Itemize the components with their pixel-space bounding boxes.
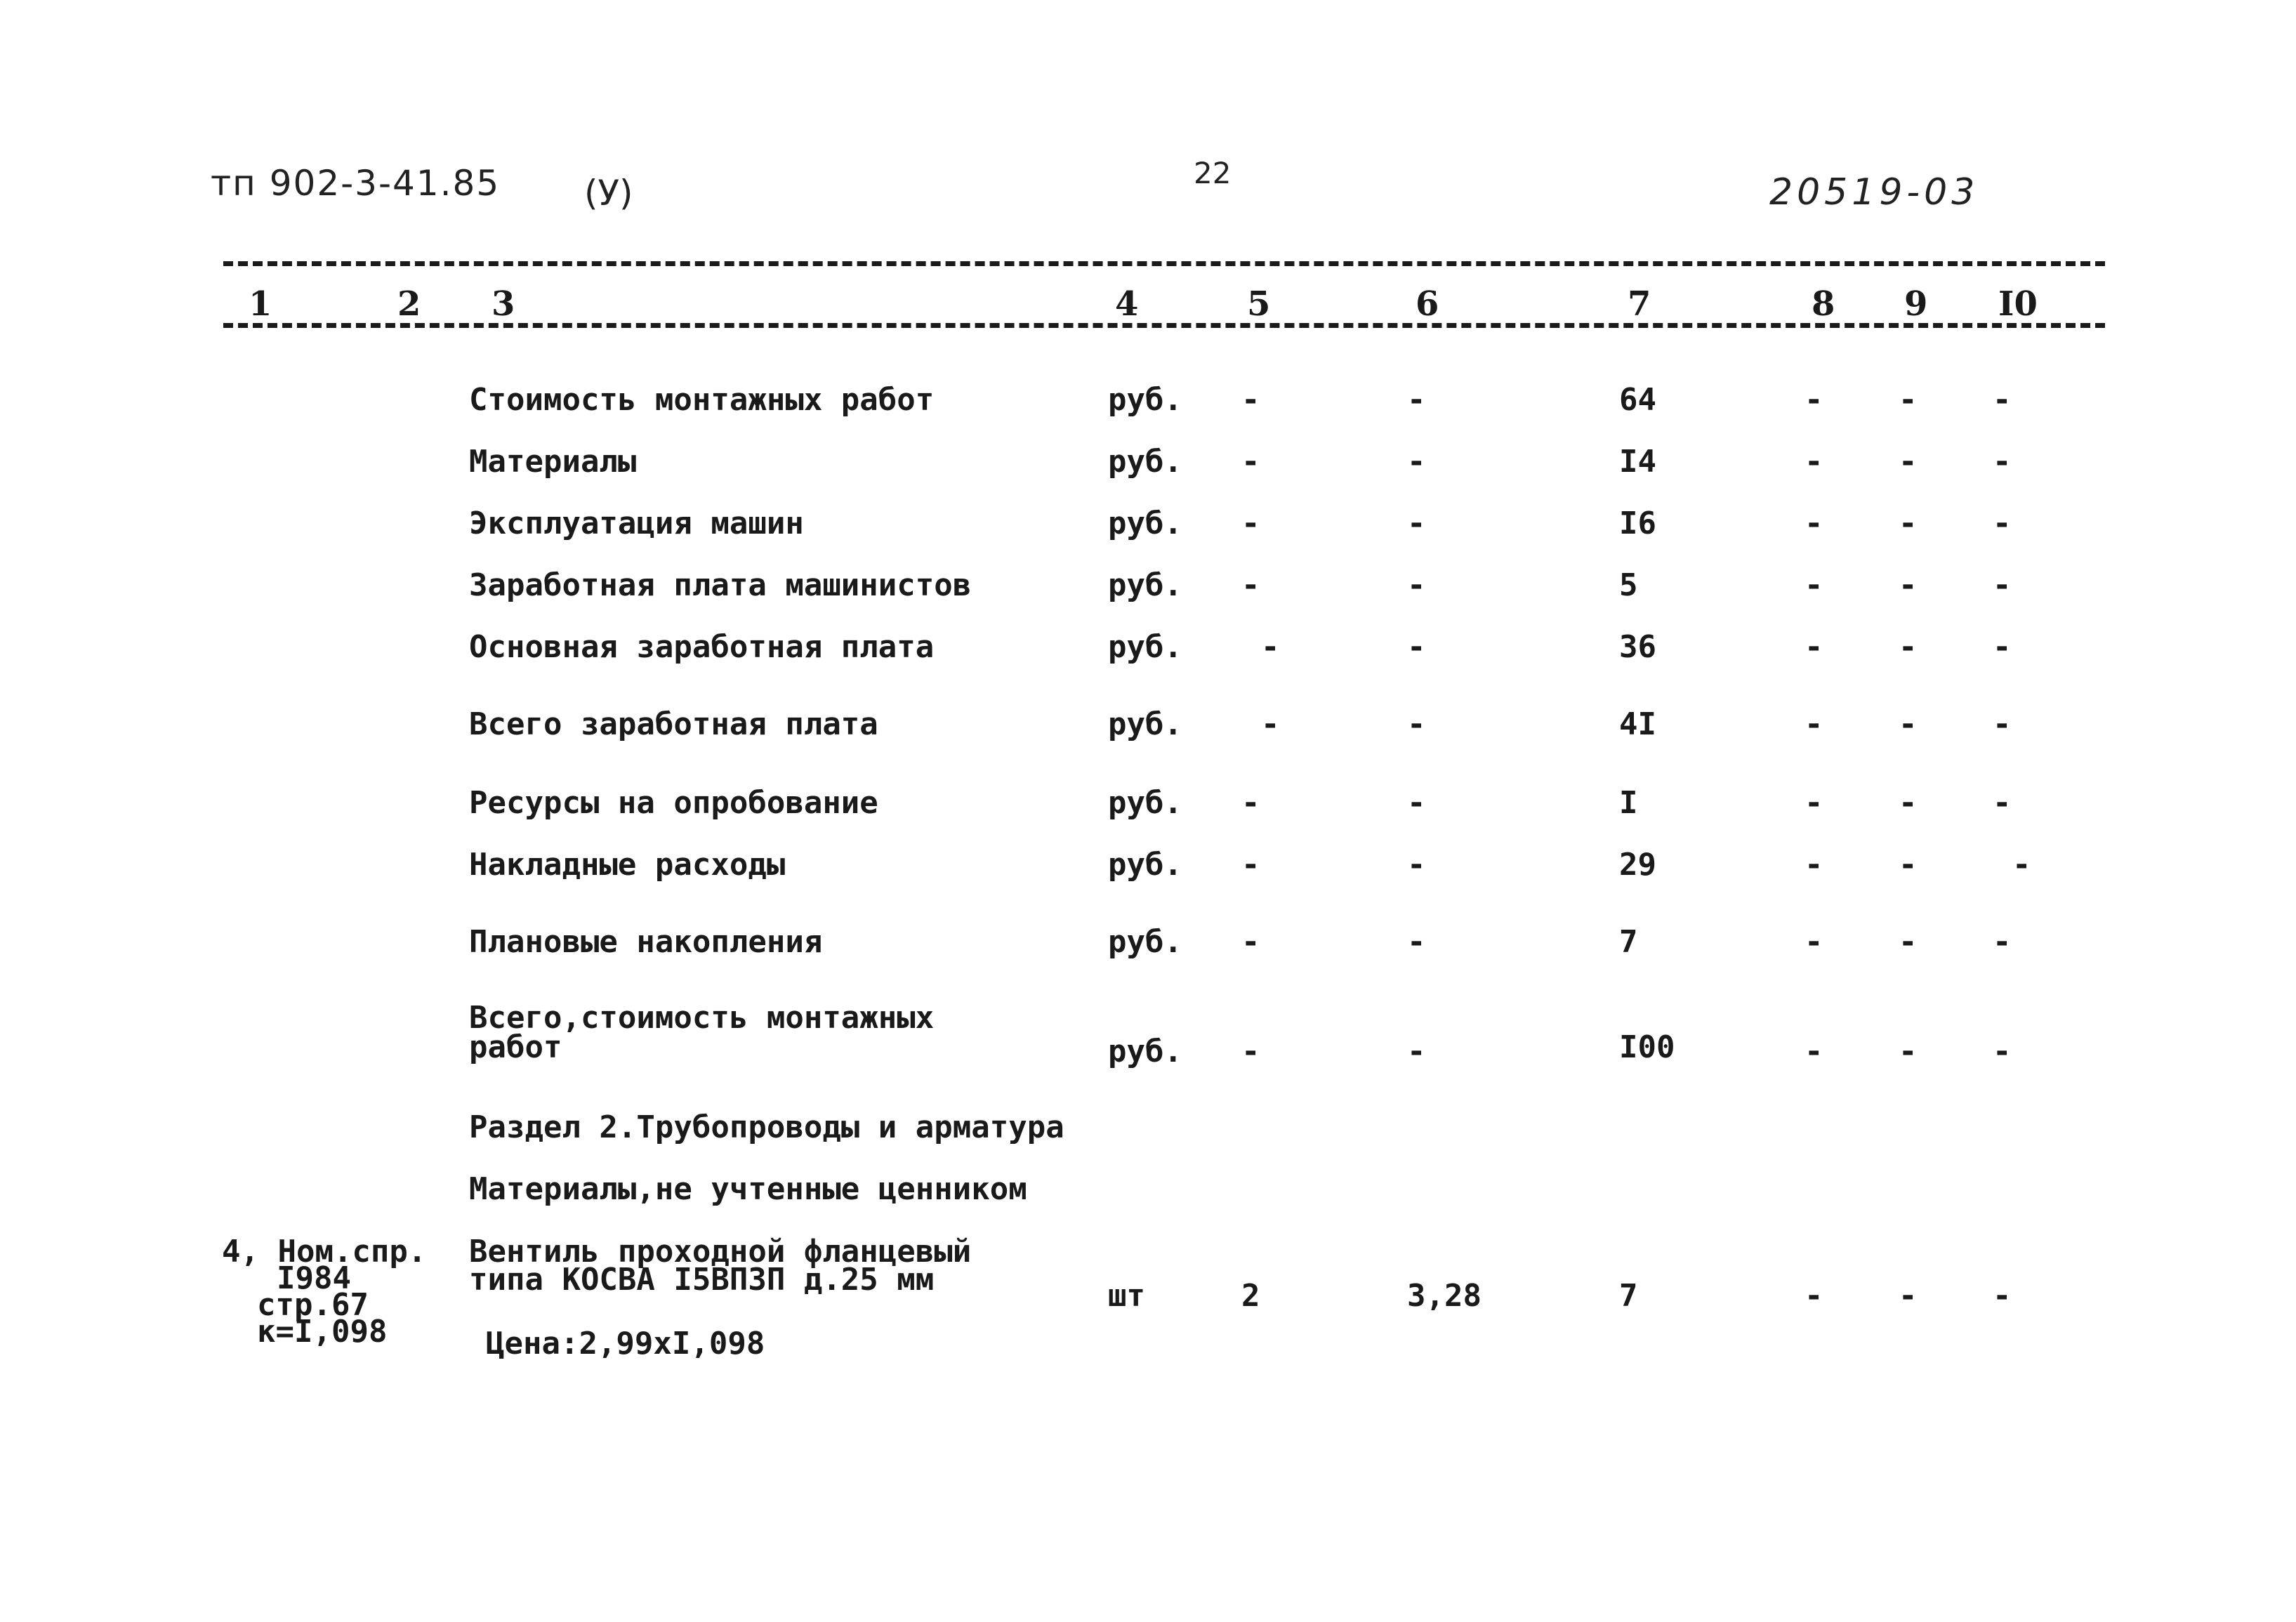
- row-unit: руб.: [1108, 444, 1182, 480]
- row-col10: -: [1993, 444, 2012, 480]
- row-col6: -: [1407, 706, 1426, 742]
- row-col10: -: [1993, 567, 2012, 603]
- row-col10: -: [1993, 506, 2012, 541]
- item-total: 7: [1619, 1278, 1638, 1314]
- row-description-line2: работ: [469, 1029, 562, 1065]
- row-col8: -: [1805, 382, 1823, 418]
- row-col10: -: [1993, 924, 2012, 960]
- item-ref-line2: I984: [277, 1260, 351, 1296]
- row-col6: -: [1407, 506, 1426, 541]
- row-col7: 29: [1619, 847, 1656, 883]
- row-unit: руб.: [1108, 706, 1182, 742]
- row-col8: -: [1805, 1034, 1823, 1069]
- row-col7: 64: [1619, 382, 1656, 418]
- row-description: Плановые накопления: [469, 924, 823, 960]
- row-col10: -: [1993, 785, 2012, 821]
- row-col6: -: [1407, 785, 1426, 821]
- row-unit: руб.: [1108, 567, 1182, 603]
- row-unit: руб.: [1108, 506, 1182, 541]
- item-unit-price: 3,28: [1407, 1278, 1482, 1314]
- row-description: Основная заработная плата: [469, 629, 935, 665]
- document-code: тп 902-3-41.85: [211, 163, 501, 204]
- row-description: Материалы: [469, 444, 637, 480]
- column-number-1: 1: [249, 284, 272, 324]
- column-number-9: 9: [1904, 284, 1928, 324]
- row-col10: -: [1993, 1034, 2012, 1069]
- row-col5: -: [1261, 706, 1280, 742]
- row-col7: I6: [1619, 506, 1656, 541]
- item-ref-line3: стр.67: [257, 1287, 369, 1323]
- row-col7: I: [1619, 785, 1638, 821]
- row-description: Накладные расходы: [469, 847, 786, 883]
- row-col8: -: [1805, 567, 1823, 603]
- row-col8: -: [1805, 847, 1823, 883]
- row-col5: -: [1241, 1034, 1260, 1069]
- row-col9: -: [1899, 382, 1918, 418]
- row-col9: -: [1899, 629, 1918, 665]
- row-col9: -: [1899, 1034, 1918, 1069]
- column-number-6: 6: [1416, 284, 1439, 324]
- row-unit: руб.: [1108, 847, 1182, 883]
- header-top-rule: [223, 261, 2105, 266]
- row-col9: -: [1899, 706, 1918, 742]
- row-col9: -: [1899, 444, 1918, 480]
- row-col8: -: [1805, 706, 1823, 742]
- item-description-line2: типа КОСВА I5ВП3П д.25 мм: [469, 1262, 935, 1298]
- row-col6: -: [1407, 382, 1426, 418]
- row-unit: руб.: [1108, 785, 1182, 821]
- column-number-4: 4: [1115, 284, 1139, 324]
- row-unit: руб.: [1108, 1034, 1182, 1069]
- row-description: Ресурсы на опробование: [469, 785, 878, 821]
- row-description: Всего заработная плата: [469, 706, 878, 742]
- item-quantity: 2: [1241, 1278, 1260, 1314]
- item-price: Цена:2,99хI,098: [486, 1326, 765, 1361]
- row-col7: I4: [1619, 444, 1656, 480]
- row-col9: -: [1899, 567, 1918, 603]
- column-number-7: 7: [1628, 284, 1651, 324]
- item-col9: -: [1899, 1278, 1918, 1314]
- row-col5: -: [1241, 567, 1260, 603]
- row-col5: -: [1261, 629, 1280, 665]
- row-unit: руб.: [1108, 924, 1182, 960]
- row-col6: -: [1407, 924, 1426, 960]
- row-col9: -: [1899, 785, 1918, 821]
- row-col9: -: [1899, 924, 1918, 960]
- row-col7: 4I: [1619, 706, 1656, 742]
- row-col8: -: [1805, 444, 1823, 480]
- item-col10: -: [1993, 1278, 2012, 1314]
- item-ref-line4: к=I,098: [257, 1314, 388, 1350]
- row-col6: -: [1407, 444, 1426, 480]
- column-number-2: 2: [397, 284, 421, 324]
- document-id: 20519-03: [1769, 171, 1979, 213]
- column-number-8: 8: [1812, 284, 1835, 324]
- section-subtitle: Материалы,не учтенные ценником: [469, 1171, 1027, 1207]
- section-title: Раздел 2.Трубопроводы и арматура: [469, 1109, 1064, 1145]
- row-col10: -: [2012, 847, 2031, 883]
- row-description-line1: Всего,стоимость монтажных: [469, 1000, 935, 1036]
- item-description-line1: Вентиль проходной фланцевый: [469, 1234, 972, 1270]
- row-col7: I00: [1619, 1029, 1675, 1065]
- item-col8: -: [1805, 1278, 1823, 1314]
- row-col10: -: [1993, 706, 2012, 742]
- row-description: Эксплуатация машин: [469, 506, 804, 541]
- column-number-5: 5: [1247, 284, 1271, 324]
- row-col5: -: [1241, 382, 1260, 418]
- row-description: Стоимость монтажных работ: [469, 382, 935, 418]
- row-col10: -: [1993, 382, 2012, 418]
- row-col5: -: [1241, 847, 1260, 883]
- row-col8: -: [1805, 924, 1823, 960]
- row-col5: -: [1241, 785, 1260, 821]
- header-bottom-rule: [223, 323, 2105, 328]
- row-col7: 36: [1619, 629, 1656, 665]
- item-ref-line1: 4, Ном.спр.: [222, 1234, 427, 1270]
- row-col8: -: [1805, 629, 1823, 665]
- row-col6: -: [1407, 567, 1426, 603]
- row-col5: -: [1241, 506, 1260, 541]
- row-unit: руб.: [1108, 629, 1182, 665]
- row-col7: 7: [1619, 924, 1638, 960]
- row-col6: -: [1407, 629, 1426, 665]
- row-col9: -: [1899, 506, 1918, 541]
- row-description: Заработная плата машинистов: [469, 567, 972, 603]
- row-col8: -: [1805, 785, 1823, 821]
- document-mark: (У): [584, 173, 633, 213]
- row-unit: руб.: [1108, 382, 1182, 418]
- column-number-10: I0: [1998, 284, 2038, 324]
- row-col9: -: [1899, 847, 1918, 883]
- row-col6: -: [1407, 1034, 1426, 1069]
- page-number: 22: [1194, 156, 1232, 190]
- row-col7: 5: [1619, 567, 1638, 603]
- row-col10: -: [1993, 629, 2012, 665]
- row-col8: -: [1805, 506, 1823, 541]
- item-unit: шт: [1108, 1278, 1145, 1314]
- row-col5: -: [1241, 444, 1260, 480]
- row-col6: -: [1407, 847, 1426, 883]
- column-number-3: 3: [491, 284, 515, 324]
- row-col5: -: [1241, 924, 1260, 960]
